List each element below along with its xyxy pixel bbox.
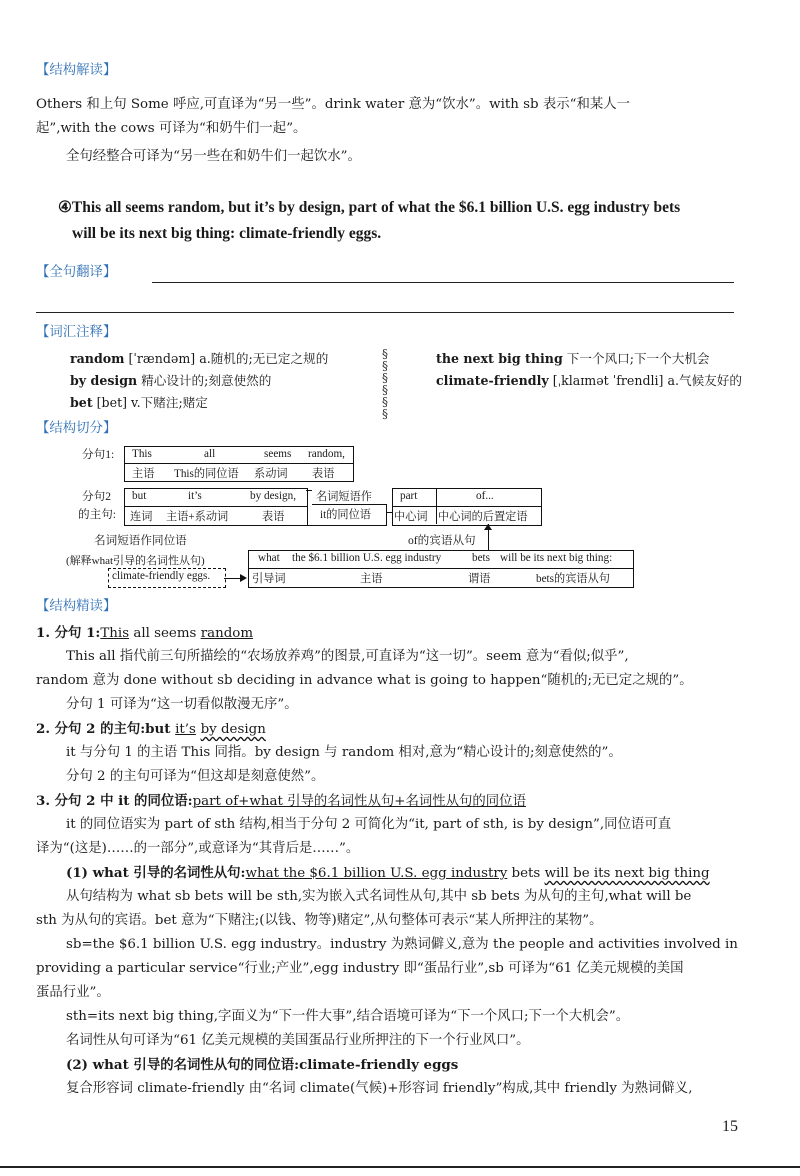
vocab-word: by design (70, 373, 138, 388)
vocab-entry-bet (70, 392, 208, 414)
word: but (132, 490, 147, 502)
word: it’s (188, 490, 202, 502)
clause2-label: 分句2 (82, 490, 111, 503)
word: bets (472, 552, 491, 564)
vocab-word: random (70, 351, 125, 366)
paragraph-line: 起”,with the cows 可译为“和奶牛们一起”。 (36, 121, 307, 136)
role-label: 中心词的后置定语 (438, 511, 528, 523)
vocab-entry-next-big-thing (436, 348, 710, 370)
role-label: 连词 (130, 511, 153, 523)
paragraph-line: Others 和上句 Some 呼应,可直译为“另一些”。drink water 意为“饮水”。with sb 表示“和某人一 (36, 97, 631, 112)
paragraph-line: 从句结构为 what sb bets will be sth,实为嵌入式名词性从句,其中 sb bets 为从句的主句,what will be (66, 889, 692, 904)
example-sentence (58, 196, 764, 220)
footer-rule (0, 1166, 800, 1168)
arrow-head (484, 524, 492, 530)
divider (436, 488, 437, 524)
role-label: 主语 (360, 573, 383, 585)
role-label: 表语 (312, 468, 335, 480)
paragraph-line: sth=its next big thing,字面义为“下一件大事”,结合语境可译为“下一个风口;下一个大机会”。 (66, 1009, 630, 1024)
point-heading-3: 3. 分句 2 中 it 的同位语:part of+what 引导的名词性从句+名词性从句的同位语 (36, 793, 526, 809)
paragraph-line: 蛋品行业”。 (36, 985, 110, 1000)
word: part (400, 490, 418, 502)
paragraph-line: random 意为 done without sb deciding in advance what is going to happen“随机的;无已定之规的”。 (36, 673, 693, 688)
divider (124, 506, 307, 507)
appositive-label: 名词短语作 (316, 491, 372, 503)
word: of... (476, 490, 494, 502)
role-label: 主语+系动词 (166, 511, 229, 523)
role-label: 系动词 (254, 468, 288, 480)
paragraph-line: it 与分句 1 的主语 This 同指。by design 与 random 相对,意为“精心设计的;刻意使然的”。 (66, 745, 622, 760)
clause2-label: 的主句: (78, 508, 117, 521)
word: the $6.1 billion U.S. egg industry (292, 552, 442, 564)
role-label: 中心词 (394, 511, 428, 523)
point-heading-1: 1. 分句 1:This all seems random (36, 625, 254, 641)
vocab-word: the next big thing (436, 351, 563, 366)
word: climate-friendly eggs. (112, 570, 211, 582)
sentence-line: This all seems random, but it’s by design, part of what the $6.1 billion U.S. egg industry bets (71, 199, 681, 216)
paragraph-line: 分句 1 可译为“这一切看似散漫无序”。 (66, 697, 298, 712)
section-heading-translation: 【全句翻译】 (36, 265, 117, 280)
paragraph-line: sb=the $6.1 billion U.S. egg industry。industry 为熟词僻义,意为 the people and activities involved in (66, 937, 738, 952)
vocab-word: bet (70, 395, 93, 410)
np-note: (解释what引导的名词性从句) (66, 555, 205, 567)
paragraph-line: This all 指代前三句所描绘的“农场放养鸡”的图景,可直译为“这一切”。seem 意为“看似;似乎”, (66, 649, 629, 664)
sub-point-2: (2) what 引导的名词性从句的同位语:climate-friendly eggs (66, 1057, 459, 1073)
role-label: 表语 (262, 511, 285, 523)
word: all (204, 448, 216, 460)
vocab-definition: [bet] v.下赌注;赌定 (92, 395, 208, 410)
paragraph-line: 全句经整合可译为“另一些在和奶牛们一起饮水”。 (66, 149, 361, 164)
word: what (258, 552, 280, 564)
paragraph-line: it 的同位语实为 part of sth 结构,相当于分句 2 可简化为“it, part of sth, is by design”,同位语可直 (66, 817, 672, 832)
clause1-label: 分句1: (82, 448, 115, 461)
word: will be its next big thing: (500, 552, 613, 564)
vocab-definition: [ˈrændəm] a.随机的;无已定之规的 (124, 351, 329, 366)
role-label: 谓语 (468, 573, 491, 585)
word: by design, (250, 490, 296, 502)
role-label: 引导词 (252, 573, 286, 585)
divider (392, 506, 541, 507)
paragraph-line: 译为“(这是)……的一部分”,或意译为“其背后是……”。 (36, 841, 360, 856)
paragraph-line: 分句 2 的主句可译为“但这却是刻意使然”。 (66, 769, 325, 784)
word: seems (264, 448, 292, 460)
paragraph-line: providing a particular service“行业;产业”,egg industry 即“蛋品行业”,sb 可译为“61 亿美元规模的美国 (36, 961, 684, 976)
word: This (132, 448, 152, 460)
object-clause-label: of的宾语从句 (408, 534, 476, 547)
point-heading-2: 2. 分句 2 的主句:but it’s by design (36, 721, 266, 737)
vocab-entry-by-design (70, 370, 271, 392)
role-label: 主语 (132, 468, 155, 480)
divider (248, 568, 633, 569)
paragraph-line: 复合形容词 climate-friendly 由“名词 climate(气候)+形容词 friendly”构成,其中 friendly 为熟词僻义, (66, 1081, 693, 1096)
arrow-head (240, 574, 247, 582)
answer-line (152, 282, 734, 283)
role-label: bets的宾语从句 (536, 573, 610, 585)
vocab-word: climate-friendly (436, 373, 549, 388)
role-label: This的同位语 (174, 468, 239, 480)
sub-point-1: (1) what 引导的名词性从句:what the $6.1 billion U.S. egg industry bets will be its next big thing (66, 865, 710, 881)
section-heading-structure-split: 【结构切分】 (36, 421, 117, 436)
vocab-entry-random (70, 348, 328, 370)
answer-line (36, 312, 734, 313)
vocab-definition: 下一个风口;下一个大机会 (562, 351, 710, 366)
word: random, (308, 448, 345, 460)
divider (124, 463, 353, 464)
np-note: 名词短语作同位语 (94, 534, 187, 547)
sentence-number: ④ (58, 199, 72, 216)
separator: § § § § § § (382, 347, 388, 421)
vocab-definition: 精心设计的;刻意使然的 (137, 373, 272, 388)
section-heading-vocabulary: 【词汇注释】 (36, 325, 117, 340)
connector (306, 490, 312, 526)
example-sentence-line2: will be its next big thing: climate-friendly eggs. (72, 225, 382, 242)
vocab-definition: [ˌklaɪmət ˈfrendli] a.气候友好的 (548, 373, 742, 388)
section-heading-close-reading: 【结构精读】 (36, 599, 117, 614)
paragraph-line: 名词性从句可译为“61 亿美元规模的美国蛋品行业所押注的下一个行业风口”。 (66, 1033, 530, 1048)
appositive-label: it的同位语 (320, 509, 371, 521)
paragraph-line: sth 为从句的宾语。bet 意为“下赌注;(以钱、物等)赌定”,从句整体可表示“某人所押注的某物”。 (36, 913, 603, 928)
page-number: 15 (722, 1118, 738, 1135)
vocab-entry-climate-friendly (436, 370, 742, 392)
section-heading-structure-reading: 【结构解读】 (36, 63, 117, 78)
